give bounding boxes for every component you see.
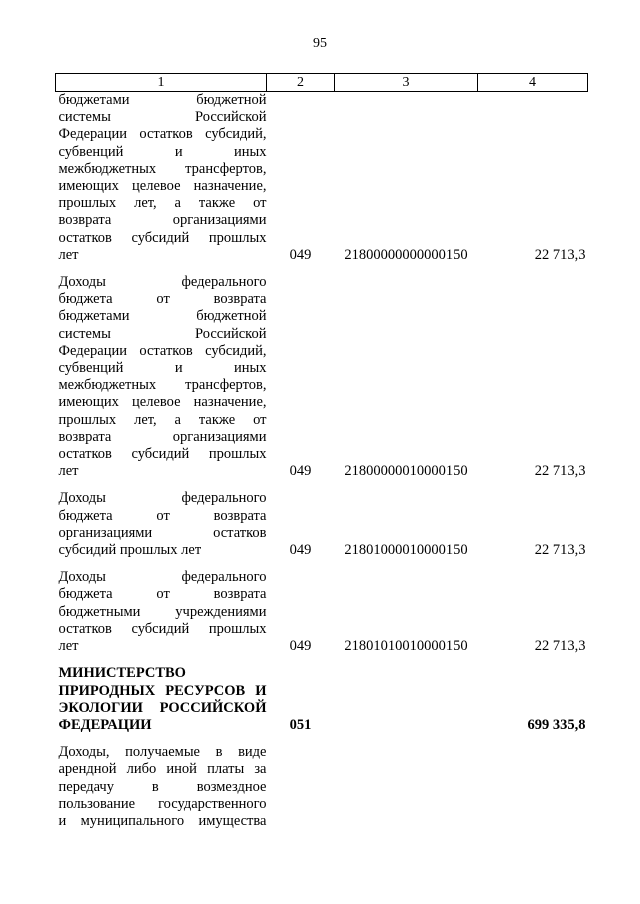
row-name bbox=[56, 665, 267, 734]
header-col-2: 2 bbox=[267, 74, 335, 92]
row-name-line: субвенций и иных bbox=[58, 360, 267, 377]
row-name-line: имеющих целевое назначение, bbox=[58, 394, 267, 411]
row-amount: 22 713,3 bbox=[534, 246, 586, 263]
row-spacer bbox=[56, 655, 588, 665]
row-name-line: прошлых лет, а также от bbox=[58, 411, 267, 428]
row-budget-code bbox=[335, 744, 478, 830]
row-name-line: лет bbox=[58, 638, 79, 655]
row-name-line: бюджетами бюджетной bbox=[58, 308, 267, 325]
table-row bbox=[56, 92, 588, 265]
row-name-line: бюджета от возврата bbox=[58, 291, 267, 308]
row-name-line: ПРИРОДНЫХ РЕСУРСОВ И bbox=[58, 682, 267, 699]
row-name-line: бюджета от возврата bbox=[58, 586, 267, 603]
row-name-line: возврата организациями bbox=[58, 212, 267, 229]
row-admin-code bbox=[267, 744, 335, 830]
row-name-line: межбюджетных трансфертов, bbox=[58, 160, 267, 177]
row-admin-code: 049 bbox=[289, 542, 312, 559]
row-budget-code bbox=[335, 665, 478, 734]
row-name-line: субвенций и иных bbox=[58, 143, 267, 160]
table-row bbox=[56, 744, 588, 830]
row-name-line: Доходы федерального bbox=[58, 490, 267, 507]
row-name bbox=[56, 744, 267, 830]
row-admin-code: 049 bbox=[289, 638, 312, 655]
row-name-line: бюджетными учреждениями bbox=[58, 603, 267, 620]
row-name-line: межбюджетных трансфертов, bbox=[58, 377, 267, 394]
row-name-line: возврата организациями bbox=[58, 428, 267, 445]
header-col-3: 3 bbox=[335, 74, 478, 92]
row-spacer bbox=[56, 480, 588, 490]
row-name-line: передачу в возмездное bbox=[58, 778, 267, 795]
row-amount: 22 713,3 bbox=[534, 463, 586, 480]
page-number: 95 bbox=[313, 36, 327, 51]
row-name-line: ЭКОЛОГИИ РОССИЙСКОЙ bbox=[58, 699, 267, 716]
row-spacer bbox=[56, 559, 588, 569]
row-name-line: остатков субсидий прошлых bbox=[58, 229, 267, 246]
table-row bbox=[56, 490, 588, 559]
table-row bbox=[56, 274, 588, 480]
row-name-line: остатков субсидий прошлых bbox=[58, 446, 267, 463]
row-amount: 699 335,8 bbox=[527, 716, 586, 733]
row-name-line: Федерации остатков субсидий, bbox=[58, 342, 267, 359]
table-row bbox=[56, 665, 588, 734]
table-body bbox=[56, 92, 588, 831]
row-spacer bbox=[56, 264, 588, 274]
table-header bbox=[56, 74, 588, 92]
row-spacer bbox=[56, 734, 588, 744]
row-name-line: и муниципального имущества bbox=[58, 812, 267, 829]
row-budget-code: 21801000010000150 bbox=[344, 542, 468, 559]
row-name-line: системы Российской bbox=[58, 325, 267, 342]
row-name-line: арендной либо иной платы за bbox=[58, 761, 267, 778]
row-name-line: Доходы федерального bbox=[58, 274, 267, 291]
row-name-line: Доходы федерального bbox=[58, 569, 267, 586]
row-name-line: лет bbox=[58, 463, 79, 480]
row-name-line: прошлых лет, а также от bbox=[58, 195, 267, 212]
row-name-line: Федерации остатков субсидий, bbox=[58, 126, 267, 143]
row-name bbox=[56, 274, 267, 480]
row-name-line: имеющих целевое назначение, bbox=[58, 178, 267, 195]
row-name bbox=[56, 490, 267, 559]
header-col-4: 4 bbox=[478, 74, 588, 92]
row-name bbox=[56, 569, 267, 655]
row-name-line: организациями остатков bbox=[58, 524, 267, 541]
row-name-line: Доходы, получаемые в виде bbox=[58, 744, 267, 761]
row-name-line: бюджетами бюджетной bbox=[58, 92, 267, 108]
row-admin-code: 049 bbox=[289, 246, 312, 263]
row-name-line: системы Российской bbox=[58, 109, 267, 126]
row-name-line: лет bbox=[58, 246, 79, 263]
row-amount: 22 713,3 bbox=[534, 542, 586, 559]
header-col-1: 1 bbox=[56, 74, 267, 92]
row-name-line: остатков субсидий прошлых bbox=[58, 620, 267, 637]
row-admin-code: 051 bbox=[289, 716, 312, 733]
row-amount bbox=[478, 744, 588, 830]
row-admin-code: 049 bbox=[289, 463, 312, 480]
row-name-line: бюджета от возврата bbox=[58, 507, 267, 524]
row-name-line: пользование государственного bbox=[58, 795, 267, 812]
row-budget-code: 21800000000000150 bbox=[344, 246, 468, 263]
row-budget-code: 21800000010000150 bbox=[344, 463, 468, 480]
row-name-line: МИНИСТЕРСТВО bbox=[58, 665, 186, 682]
row-budget-code: 21801010010000150 bbox=[344, 638, 468, 655]
table-row bbox=[56, 569, 588, 655]
row-name-line: ФЕДЕРАЦИИ bbox=[58, 716, 152, 733]
row-name-line: субсидий прошлых лет bbox=[58, 542, 202, 559]
budget-table bbox=[55, 73, 588, 830]
row-name bbox=[56, 92, 267, 265]
row-amount: 22 713,3 bbox=[534, 638, 586, 655]
